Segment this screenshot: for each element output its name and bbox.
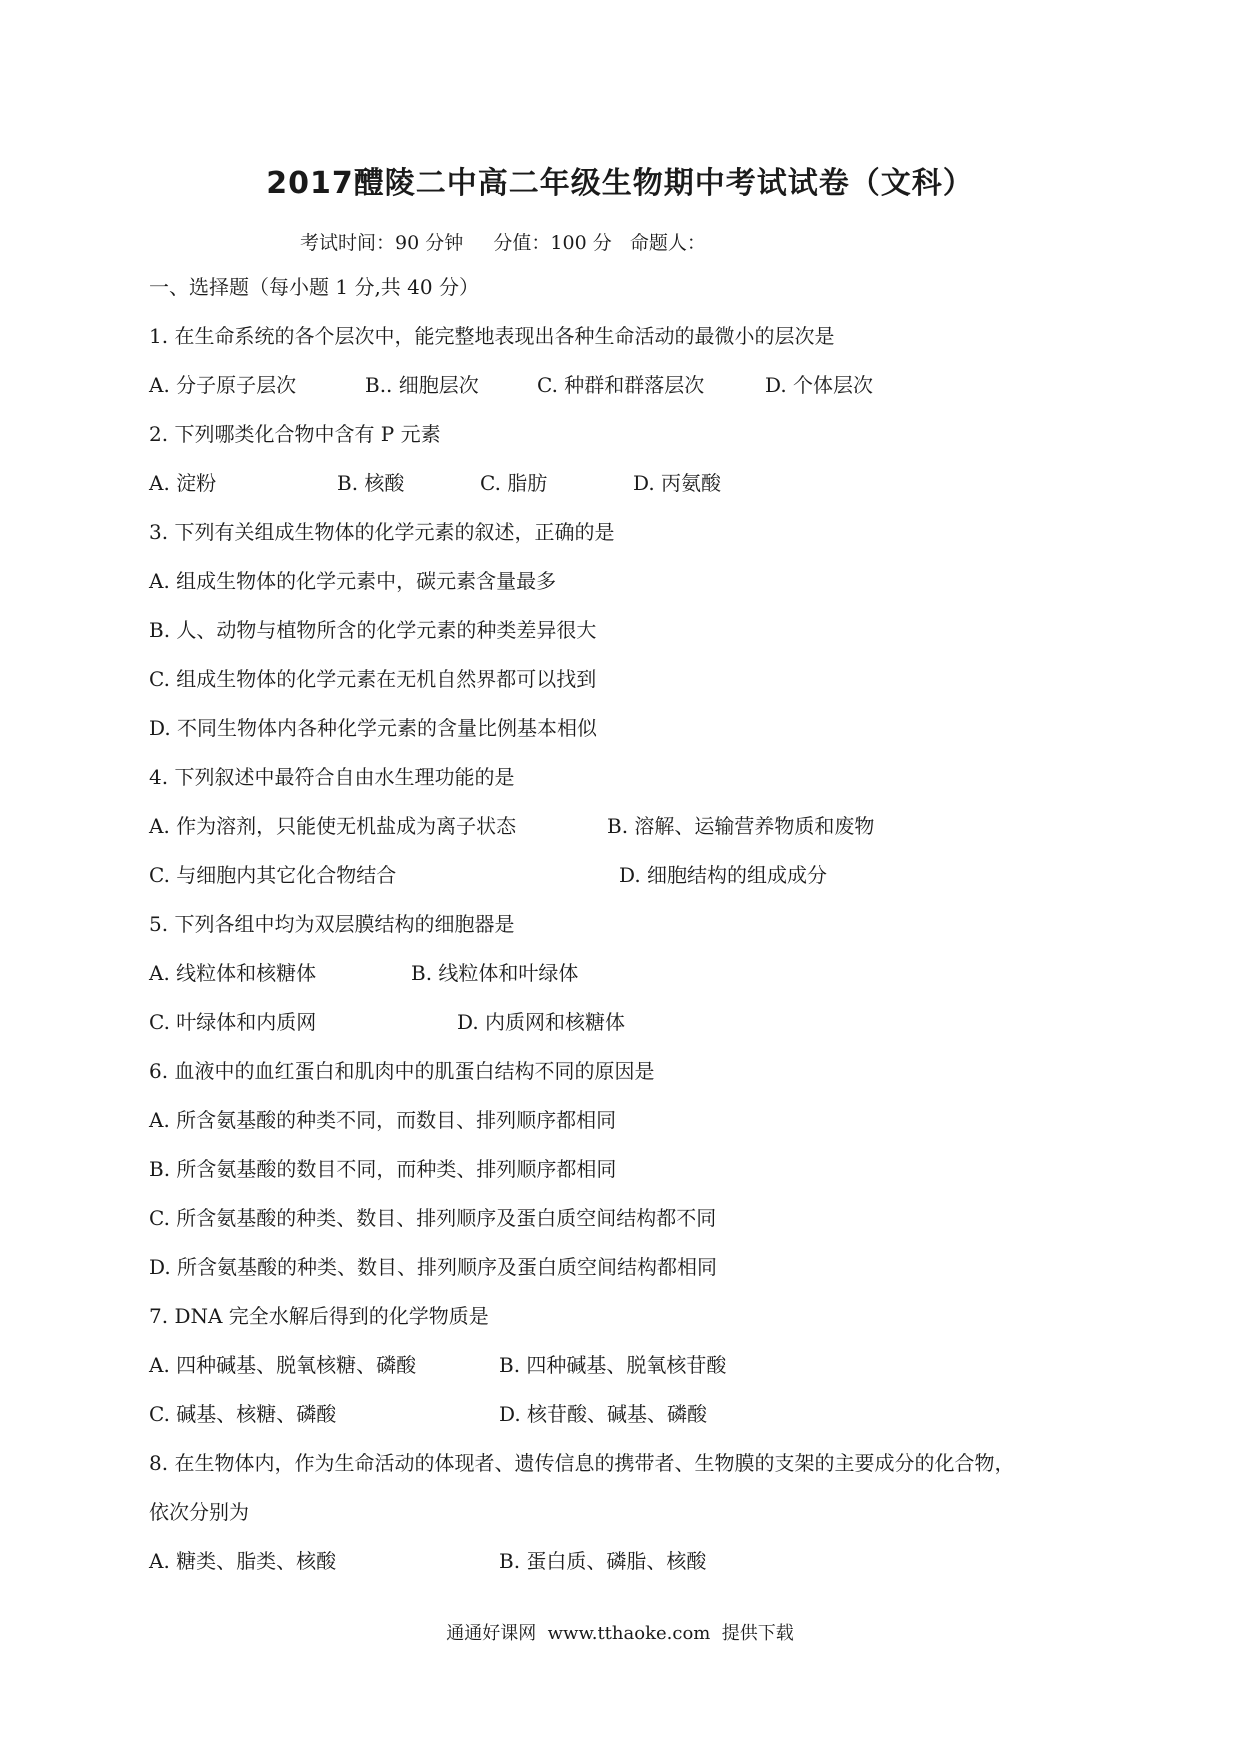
- exam-info: 考试时间：90 分钟 分值：100 分 命题人：: [300, 232, 706, 254]
- option: B. 蛋白质、磷脂、核酸: [499, 1549, 707, 1573]
- question-stem-continued: 依次分别为: [149, 1500, 249, 1524]
- option: B. 溶解、运输营养物质和废物: [607, 814, 875, 838]
- option: D. 细胞结构的组成成分: [619, 863, 828, 887]
- option: B. 所含氨基酸的数目不同，而种类、排列顺序都相同: [149, 1157, 617, 1181]
- option: C. 种群和群落层次: [537, 373, 705, 397]
- option: D. 不同生物体内各种化学元素的含量比例基本相似: [149, 716, 598, 740]
- option: C. 叶绿体和内质网: [149, 1010, 317, 1034]
- option: A. 糖类、脂类、核酸: [149, 1549, 337, 1573]
- option: A. 线粒体和核糖体: [149, 961, 317, 985]
- question-stem: 8. 在生物体内，作为生命活动的体现者、遗传信息的携带者、生物膜的支架的主要成分的化合物，: [149, 1451, 1015, 1475]
- question-stem: 3. 下列有关组成生物体的化学元素的叙述，正确的是: [149, 520, 615, 544]
- option: C. 与细胞内其它化合物结合: [149, 863, 397, 887]
- footer-source: 通通好课网 www.tthaoke.com 提供下载: [446, 1623, 794, 1644]
- option: C. 组成生物体的化学元素在无机自然界都可以找到: [149, 667, 597, 691]
- option: B. 四种碱基、脱氧核苷酸: [499, 1353, 727, 1377]
- option: A. 作为溶剂，只能使无机盐成为离子状态: [149, 814, 517, 838]
- question-stem: 4. 下列叙述中最符合自由水生理功能的是: [149, 765, 515, 789]
- option: A. 所含氨基酸的种类不同，而数目、排列顺序都相同: [149, 1108, 617, 1132]
- option: B. 人、动物与植物所含的化学元素的种类差异很大: [149, 618, 597, 642]
- option: B.. 细胞层次: [365, 373, 479, 397]
- option: A. 分子原子层次: [149, 373, 297, 397]
- option: D. 个体层次: [765, 373, 874, 397]
- question-stem: 2. 下列哪类化合物中含有 P 元素: [149, 422, 441, 446]
- question-stem: 1. 在生命系统的各个层次中，能完整地表现出各种生命活动的最微小的层次是: [149, 324, 835, 348]
- option: A. 四种碱基、脱氧核糖、磷酸: [149, 1353, 417, 1377]
- option: C. 碱基、核糖、磷酸: [149, 1402, 337, 1426]
- option: D. 所含氨基酸的种类、数目、排列顺序及蛋白质空间结构都相同: [149, 1255, 718, 1279]
- option: D. 丙氨酸: [633, 471, 722, 495]
- section-heading: 一、选择题（每小题 1 分,共 40 分）: [149, 275, 479, 299]
- option: D. 内质网和核糖体: [457, 1010, 626, 1034]
- question-stem: 5. 下列各组中均为双层膜结构的细胞器是: [149, 912, 515, 936]
- option: C. 脂肪: [480, 471, 548, 495]
- option: A. 淀粉: [149, 471, 217, 495]
- question-stem: 6. 血液中的血红蛋白和肌肉中的肌蛋白结构不同的原因是: [149, 1059, 655, 1083]
- question-stem: 7. DNA 完全水解后得到的化学物质是: [149, 1304, 489, 1328]
- exam-title: 2017醴陵二中高二年级生物期中考试试卷（文科）: [266, 166, 974, 201]
- option: C. 所含氨基酸的种类、数目、排列顺序及蛋白质空间结构都不同: [149, 1206, 717, 1230]
- option: A. 组成生物体的化学元素中，碳元素含量最多: [149, 569, 557, 593]
- option: D. 核苷酸、碱基、磷酸: [499, 1402, 708, 1426]
- option: B. 核酸: [337, 471, 405, 495]
- option: B. 线粒体和叶绿体: [411, 961, 579, 985]
